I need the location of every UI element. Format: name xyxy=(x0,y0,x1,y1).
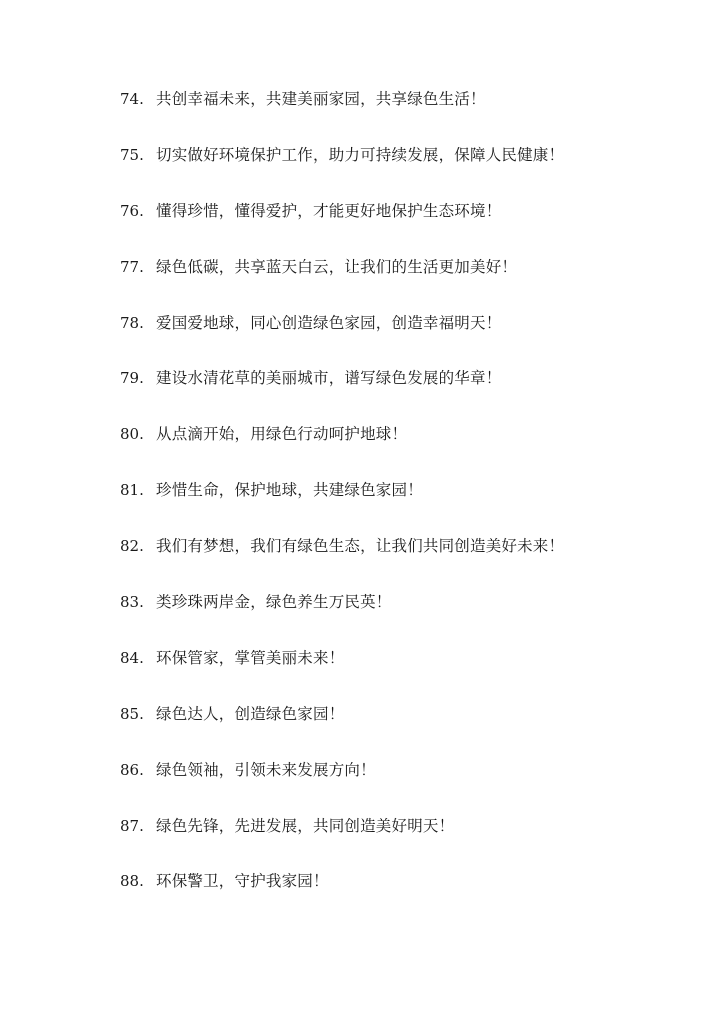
item-number: 86. xyxy=(120,760,144,779)
item-number: 83. xyxy=(120,593,144,612)
item-number: 85. xyxy=(120,704,144,723)
list-item xyxy=(120,589,680,645)
item-text: 绿色低碳，共享蓝天白云，让我们的生活更加美好！ xyxy=(156,257,518,276)
item-text: 我们有梦想，我们有绿色生态，让我们共同创造美好未来！ xyxy=(156,537,565,556)
item-number: 76. xyxy=(120,201,144,220)
item-number: 80. xyxy=(120,425,144,444)
item-text: 类珍珠两岸金，绿色养生万民英！ xyxy=(156,593,392,612)
item-number: 74. xyxy=(120,90,144,108)
item-text: 切实做好环境保护工作，助力可持续发展，保障人民健康！ xyxy=(156,145,565,164)
list-item xyxy=(120,254,680,310)
item-text: 绿色达人，创造绿色家园！ xyxy=(156,704,345,723)
slogan-list xyxy=(120,86,680,924)
list-item xyxy=(120,365,680,421)
list-item xyxy=(120,142,680,198)
item-number: 87. xyxy=(120,816,144,835)
item-text: 共创幸福未来，共建美丽家园，共享绿色生活！ xyxy=(156,90,486,108)
item-number: 78. xyxy=(120,313,144,332)
item-number: 82. xyxy=(120,537,144,556)
list-item xyxy=(120,86,680,142)
list-item xyxy=(120,310,680,366)
item-number: 81. xyxy=(120,481,144,500)
list-item xyxy=(120,645,680,701)
item-text: 绿色领袖，引领未来发展方向！ xyxy=(156,760,376,779)
item-text: 建设水清花草的美丽城市，谱写绿色发展的华章！ xyxy=(156,369,502,388)
list-item xyxy=(120,533,680,589)
item-number: 77. xyxy=(120,257,144,276)
item-text: 懂得珍惜，懂得爱护，才能更好地保护生态环境！ xyxy=(156,201,502,220)
list-item xyxy=(120,813,680,869)
item-text: 绿色先锋，先进发展，共同创造美好明天！ xyxy=(156,816,455,835)
item-number: 88. xyxy=(120,872,144,891)
item-text: 爱国爱地球，同心创造绿色家园，创造幸福明天！ xyxy=(156,313,502,332)
list-item xyxy=(120,477,680,533)
item-text: 环保警卫，守护我家园！ xyxy=(156,872,329,891)
list-item xyxy=(120,757,680,813)
list-item xyxy=(120,701,680,757)
list-item xyxy=(120,868,680,924)
item-text: 珍惜生命，保护地球，共建绿色家园！ xyxy=(156,481,423,500)
item-number: 84. xyxy=(120,648,144,667)
item-number: 75. xyxy=(120,145,144,164)
item-text: 从点滴开始，用绿色行动呵护地球！ xyxy=(156,425,408,444)
item-number: 79. xyxy=(120,369,144,388)
item-text: 环保管家，掌管美丽未来！ xyxy=(156,648,345,667)
list-item xyxy=(120,198,680,254)
list-item xyxy=(120,421,680,477)
